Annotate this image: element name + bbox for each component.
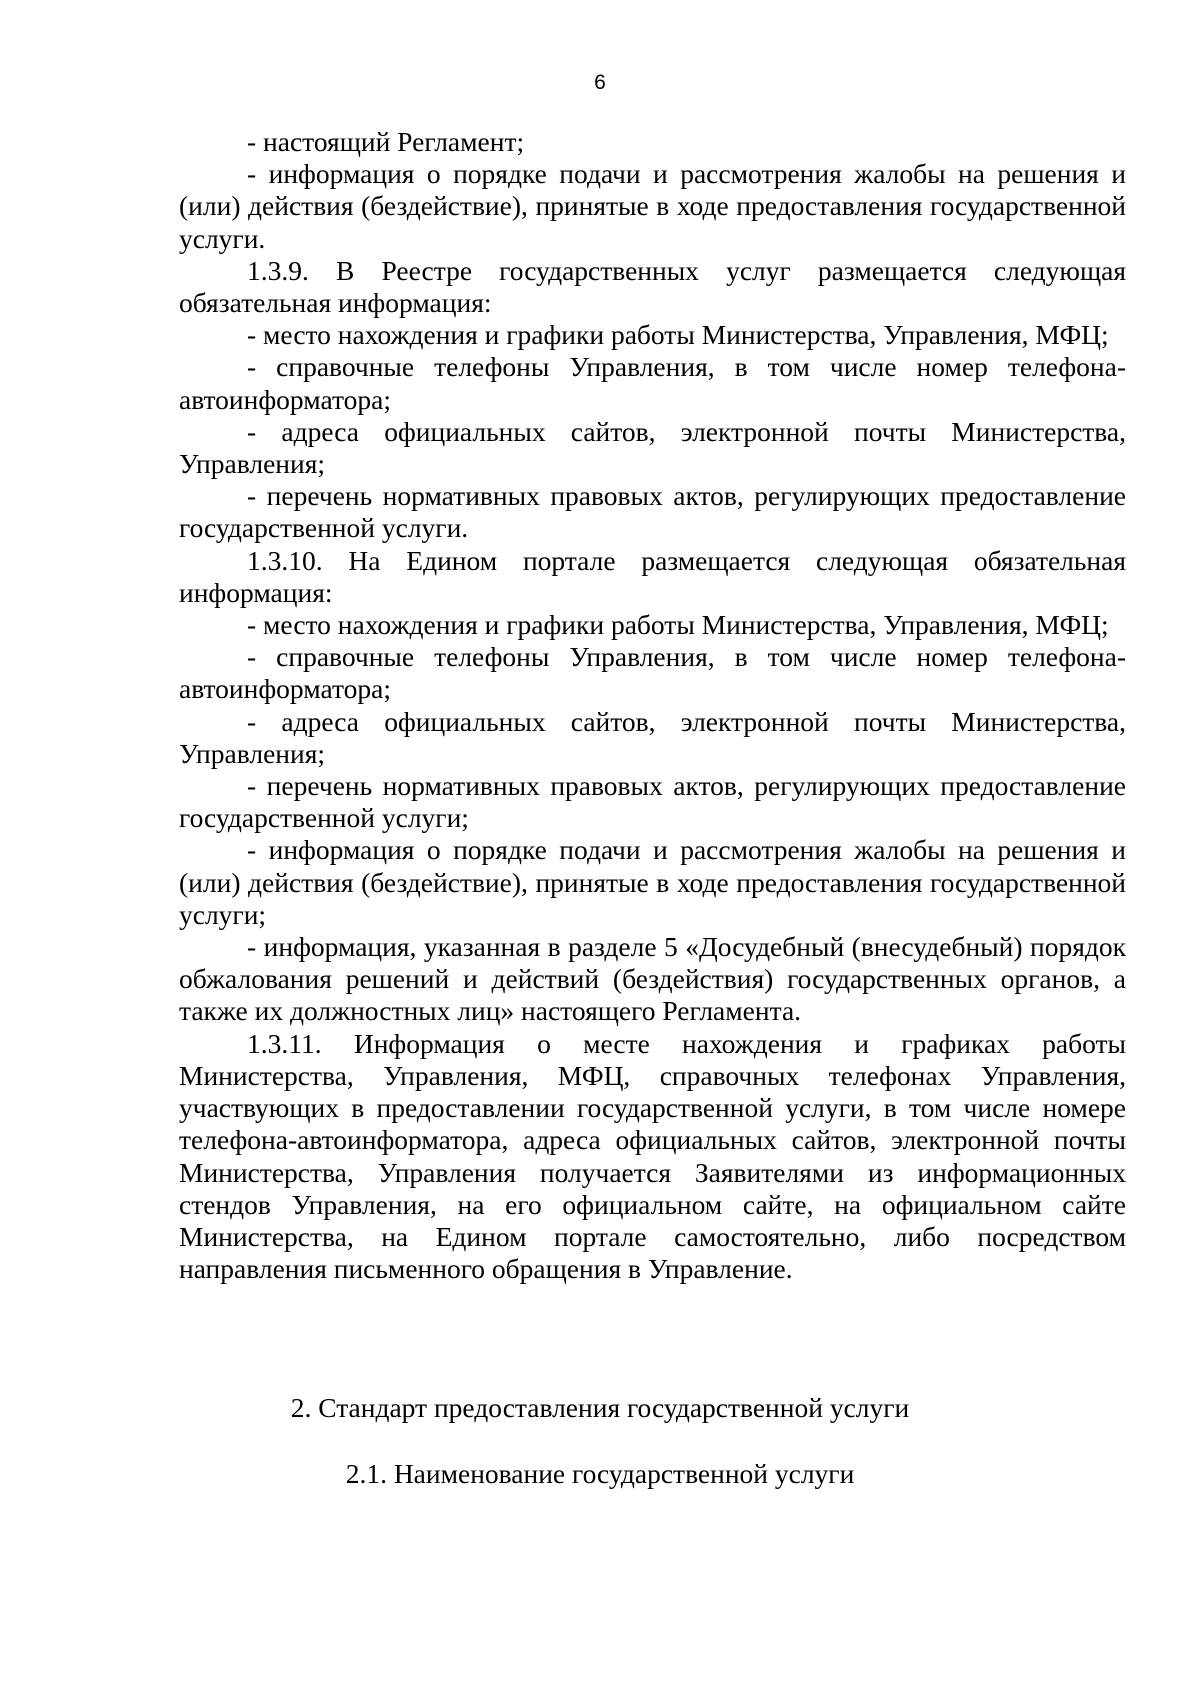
paragraph-legal-acts-2: - перечень нормативных правовых актов, регулирующих предоставление государственной услуги; (179, 770, 1126, 834)
paragraph-1-3-11: 1.3.11. Информация о месте нахождения и графиках работы Министерства, Управления, МФЦ, справочных телефонах Управления, участвующих в предоставлении государственной услуги, в том числе номере телефона-автоинформатора, адреса официальных сайтов, электронной почты Министерства, Управления получается Заявителями из информационных стендов Управления, на его официальном сайте, на официальном сайте Министерства, на Едином портале самостоятельно, либо посредством направления письменного обращения в Управление. (179, 1027, 1126, 1285)
paragraph-complaint-info: - информация о порядке подачи и рассмотрения жалобы на решения и (или) действия (бездействие), принятые в ходе предоставления государственной услуги. (179, 158, 1126, 254)
body-text (179, 126, 1126, 1285)
paragraph-complaint-info-2: - информация о порядке подачи и рассмотрения жалобы на решения и (или) действия (бездействие), принятые в ходе предоставления государственной услуги; (179, 834, 1126, 930)
paragraph-section-5-info: - информация, указанная в разделе 5 «Досудебный (внесудебный) порядок обжалования решений и действий (бездействия) государственных органов, а также их должностных лиц» настоящего Регламента. (179, 931, 1126, 1027)
paragraph-websites: - адреса официальных сайтов, электронной почты Министерства, Управления; (179, 415, 1126, 480)
paragraph-legal-acts: - перечень нормативных правовых актов, регулирующих предоставление государственной услуги. (179, 480, 1126, 544)
section-heading-2-1: 2.1. Наименование государственной услуги (345, 1458, 855, 1489)
paragraph-1-3-10: 1.3.10. На Едином портале размещается следующая обязательная информация: (179, 544, 1126, 608)
paragraph-1-3-9: 1.3.9. В Реестре государственных услуг размещается следующая обязательная информация: (179, 254, 1126, 319)
paragraph-websites-2: - адреса официальных сайтов, электронной почты Министерства, Управления; (179, 705, 1126, 769)
paragraph-phones: - справочные телефоны Управления, в том числе номер телефона-автоинформатора; (179, 351, 1126, 415)
page-number: 6 (594, 71, 606, 94)
section-heading-2: 2. Стандарт предоставления государственной услуги (290, 1392, 910, 1423)
paragraph-location-2: - место нахождения и графики работы Министерства, Управления, МФЦ; (247, 609, 1109, 641)
paragraph-phones-2: - справочные телефоны Управления, в том числе номер телефона-автоинформатора; (179, 641, 1126, 705)
paragraph-location: - место нахождения и графики работы Министерства, Управления, МФЦ; (247, 319, 1109, 351)
paragraph-regulation: - настоящий Регламент; (247, 126, 525, 157)
